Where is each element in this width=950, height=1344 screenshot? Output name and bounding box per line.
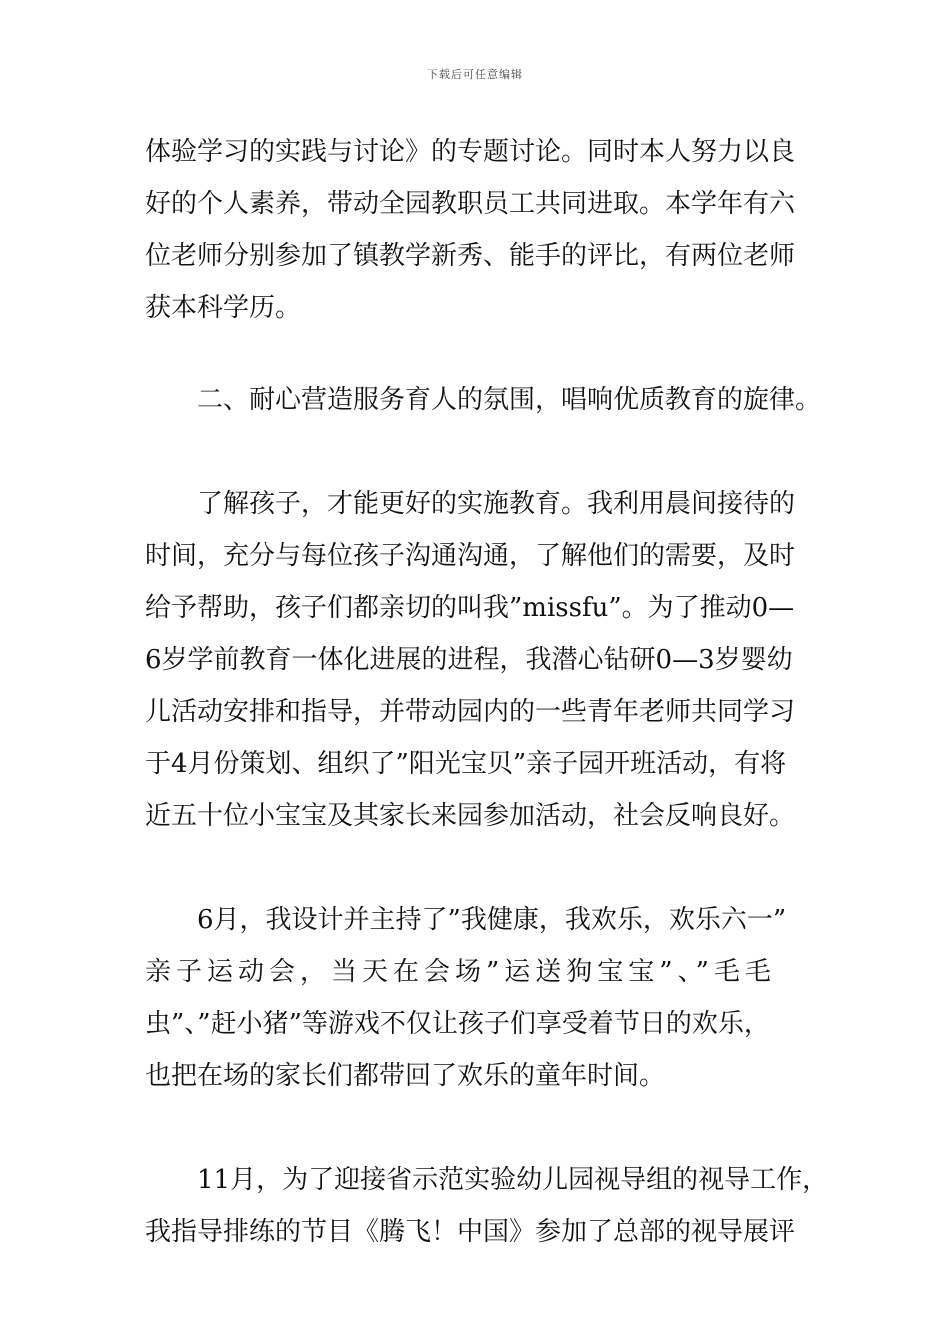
section-heading bbox=[145, 374, 822, 426]
text-line: 也把在场的家长们都带回了欢乐的童年时间。 bbox=[145, 1061, 666, 1091]
text-line: 获本科学历。 bbox=[145, 293, 302, 323]
text-line: 了解孩子，才能更好的实施教育。我利用晨间接待的 bbox=[197, 489, 796, 519]
text-line: 6月，我设计并主持了”我健康，我欢乐，欢乐六一” bbox=[197, 905, 787, 935]
text-line: 位老师分别参加了镇教学新秀、能手的评比，有两位老师 bbox=[145, 241, 796, 271]
paragraph-2 bbox=[145, 478, 815, 842]
text-line: 于4月份策划、组织了”阳光宝贝”亲子园开班活动，有将 bbox=[145, 749, 787, 779]
paragraph-1 bbox=[145, 126, 815, 334]
text-line: 二、耐心营造服务育人的氛围，唱响优质教育的旋律。 bbox=[197, 385, 822, 415]
text-line: 时间，充分与每位孩子沟通沟通，了解他们的需要，及时 bbox=[145, 541, 796, 571]
text-line: 儿活动安排和指导，并带动园内的一些青年老师共同学习 bbox=[145, 697, 796, 727]
page-header-note: 下载后可任意编辑 bbox=[427, 68, 523, 81]
text-line: 好的个人素养，带动全园教职员工共同进取。本学年有六 bbox=[145, 189, 796, 219]
paragraph-3 bbox=[145, 894, 815, 1102]
text-line: 体验学习的实践与讨论》的专题讨论。同时本人努力以良 bbox=[145, 137, 796, 167]
text-line: 虫”、”赶小猪”等游戏不仅让孩子们享受着节日的欢乐， bbox=[145, 1009, 770, 1039]
text-line: 11月，为了迎接省示范实验幼儿园视导组的视导工作， bbox=[197, 1165, 829, 1195]
document-body bbox=[145, 126, 829, 1258]
text-line: 给予帮助，孩子们都亲切的叫我”missfu”。为了推动0— bbox=[145, 593, 795, 623]
text-line: 近五十位小宝宝及其家长来园参加活动，社会反响良好。 bbox=[145, 801, 796, 831]
text-line: 我指导排练的节目《腾飞！中国》参加了总部的视导展评 bbox=[145, 1217, 796, 1247]
text-line: 亲子运动会，当天在会场”运送狗宝宝”、”毛毛 bbox=[145, 957, 776, 987]
text-line: 6岁学前教育一体化进展的进程，我潜心钻研0—3岁婴幼 bbox=[145, 645, 793, 675]
paragraph-4 bbox=[145, 1154, 829, 1258]
